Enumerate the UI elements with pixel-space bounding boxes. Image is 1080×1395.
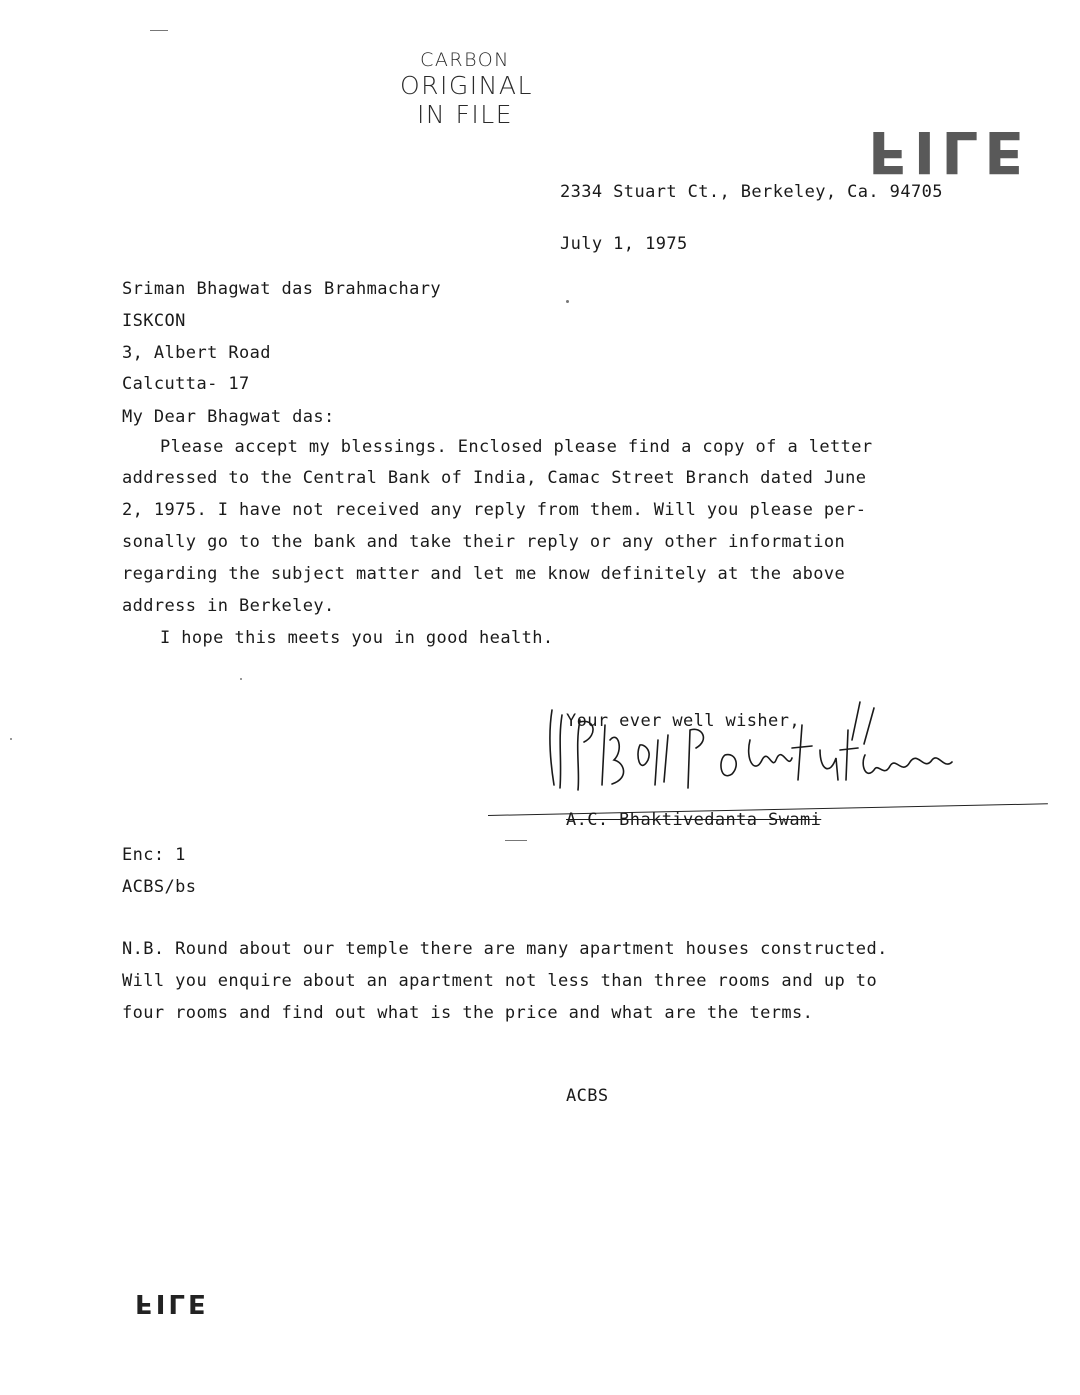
carbon-original-stamp [400,49,533,129]
enclosure-note: Enc: 1 [122,845,186,865]
body-line: sonally go to the bank and take their reply or any other information [122,532,846,552]
valediction: Your ever well wisher, [566,711,800,731]
body-line: addressed to the Central Bank of India, Camac Street Branch dated June [122,468,867,488]
nb-line: N.B. Round about our temple there are many apartment houses constructed. [122,939,888,959]
handwritten-signature [540,700,970,800]
recipient-org: ISKCON [122,311,186,331]
scan-speck [505,840,527,841]
body-line: regarding the subject matter and let me know definitely at the above [122,564,846,584]
body-line: address in Berkeley. [122,596,335,616]
recipient-street: 3, Albert Road [122,343,271,363]
nb-line: four rooms and find out what is the price and what are the terms. [122,1003,814,1023]
closing-initials: ACBS [566,1086,609,1106]
scan-speck [150,30,168,31]
reference-initials: ACBS/bs [122,877,197,897]
scan-speck [566,300,569,303]
scan-speck [10,738,12,740]
stamp-line-in-file: IN FILE [417,99,513,129]
scan-speck [240,678,242,680]
signatory-name: A.C. Bhaktivedanta Swami [566,810,822,830]
file-stamp-top-text: FILE [868,118,1030,186]
recipient-name: Sriman Bhagwat das Brahmachary [122,279,442,299]
letter-date: July 1, 1975 [560,234,688,254]
sender-address: 2334 Stuart Ct., Berkeley, Ca. 94705 [560,182,943,202]
closing-line: I hope this meets you in good health. [160,628,554,648]
file-stamp-bottom-text: FILE [135,1288,209,1318]
file-stamp-bottom [135,1288,209,1318]
body-line: 2, 1975. I have not received any reply from them. Will you please per- [122,500,867,520]
salutation: My Dear Bhagwat das: [122,407,335,427]
stamp-line-original: ORIGINAL [400,70,533,100]
recipient-city: Calcutta- 17 [122,374,250,394]
nb-line: Will you enquire about an apartment not less than three rooms and up to [122,971,878,991]
stamp-line-carbon: CARBON [420,49,510,71]
body-line: Please accept my blessings. Enclosed please find a copy of a letter [160,437,873,457]
file-stamp-top [868,118,1030,186]
